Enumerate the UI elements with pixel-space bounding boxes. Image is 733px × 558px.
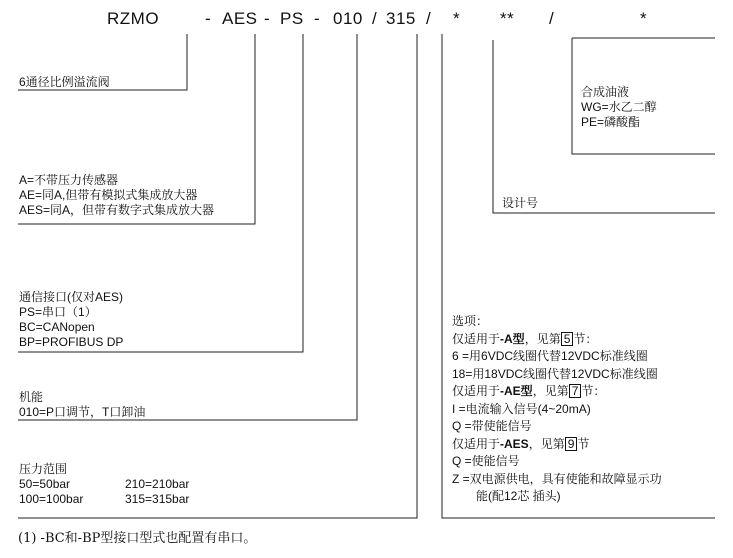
- option-z-line1: Z =双电源供电，具有使能和故障显示功: [452, 471, 662, 486]
- pressure-50: 50=50bar: [19, 477, 71, 491]
- code-pressure: 315: [386, 9, 416, 28]
- option-6v: 6 =用6VDC线圈代替12VDC标准线圈: [452, 349, 648, 363]
- code-amplifier: AES: [222, 9, 258, 28]
- code-seal: *: [640, 9, 648, 28]
- code-dash-2: -: [264, 9, 271, 28]
- interface-item-ps: PS=串口（1）: [19, 305, 97, 319]
- interface-list: [19, 290, 123, 350]
- options-a-heading: 仅适用于-A型，见第 5 节：: [452, 331, 598, 346]
- valve-type-label: 6通径比例溢流阀: [19, 75, 110, 89]
- options-block: [452, 313, 662, 506]
- fluid-item-pe: PE=磷酸酯: [581, 115, 641, 129]
- section-ref-9: 9: [565, 437, 578, 451]
- code-design: **: [500, 9, 515, 28]
- options-aes-heading: 仅适用于-AES，见第 9 节: [452, 436, 590, 451]
- design-number-label: 设计号: [502, 196, 539, 210]
- pressure-210: 210=210bar: [125, 477, 190, 491]
- amplifier-item-aes: AES=同A，但带有数字式集成放大器: [19, 203, 215, 217]
- pressure-100: 100=100bar: [19, 492, 84, 506]
- pressure-315: 315=315bar: [125, 492, 190, 506]
- code-dash-1: -: [205, 9, 212, 28]
- amplifier-item-ae: AE=同A,但带有模拟式集成放大器: [19, 188, 198, 202]
- options-ae-heading: 仅适用于-AE型，见第 7 节：: [452, 384, 606, 398]
- interface-title: 通信接口(仅对AES): [19, 290, 124, 304]
- code-slash-3: /: [549, 9, 555, 28]
- leader-function: [18, 34, 357, 420]
- option-18v: 18=用18VDC线圈代替12VDC标准线圈: [452, 366, 658, 381]
- option-q-ae: Q =带使能信号: [452, 419, 532, 433]
- code-model: RZMO: [107, 9, 160, 28]
- footnote: (1) -BC和-BP型接口型式也配置有串口。: [18, 531, 257, 546]
- code-function: 010: [333, 9, 363, 28]
- interface-item-bp: BP=PROFIBUS DP: [19, 335, 124, 349]
- function-title: 机能: [19, 390, 44, 404]
- code-dash-3: -: [314, 9, 321, 28]
- function-item: 010=P口调节，T口卸油: [19, 405, 146, 419]
- code-interface: PS: [280, 9, 304, 28]
- amplifier-list: [19, 173, 214, 218]
- code-option: *: [453, 9, 461, 28]
- fluid-item-wg: WG=水乙二醇: [581, 100, 657, 114]
- option-q-aes: Q =使能信号: [452, 454, 520, 468]
- code-slash-2: /: [426, 9, 432, 28]
- amplifier-item-a: A=不带压力传感器: [19, 173, 119, 187]
- options-title: 选项：: [452, 314, 489, 328]
- function-block: [19, 390, 145, 420]
- section-ref-5: 5: [561, 332, 574, 346]
- option-z-line2: 能(配12芯 插头): [476, 489, 561, 503]
- interface-item-bc: BC=CANopen: [19, 320, 95, 334]
- pressure-block: [19, 462, 219, 507]
- pressure-title: 压力范围: [19, 462, 68, 476]
- option-i: I =电流输入信号(4~20mA): [452, 401, 591, 416]
- section-ref-7: 7: [569, 384, 582, 398]
- code-slash-1: /: [372, 9, 378, 28]
- fluid-block: [581, 85, 657, 130]
- fluid-title: 合成油液: [581, 85, 630, 99]
